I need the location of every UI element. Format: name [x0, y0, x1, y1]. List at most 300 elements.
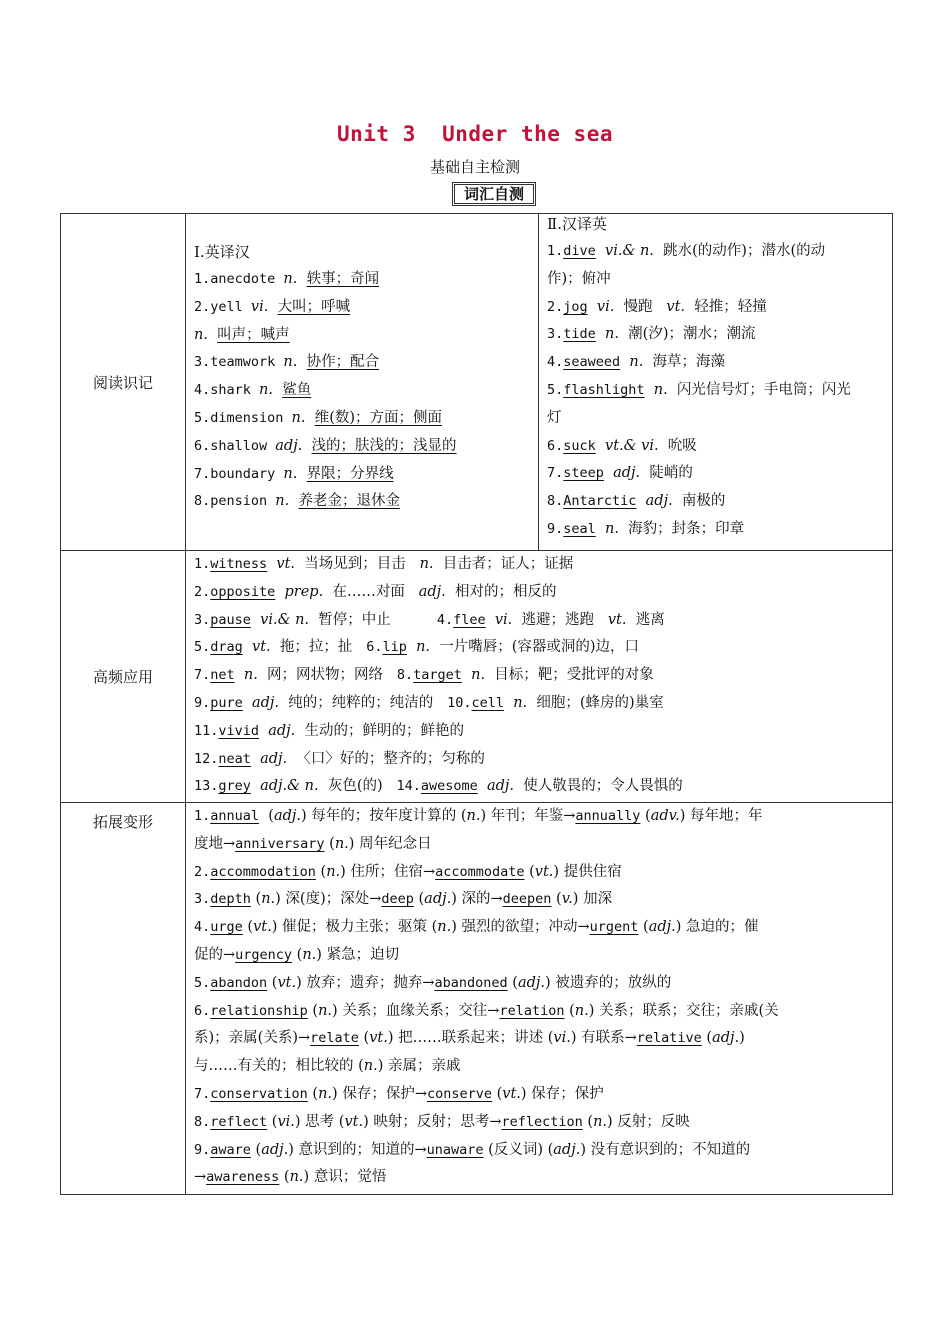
vocab-text: 生动的；鲜明的；鲜艳的: [295, 722, 465, 739]
vocab-text: ) 思考 (: [294, 1113, 345, 1130]
vocab-text: ) 关系；联系；交往；亲戚(关: [588, 1002, 779, 1019]
vocab-text: 灯: [547, 409, 562, 426]
vocab-line: [539, 294, 892, 322]
vocab-text: 相对的；相反的: [445, 583, 557, 600]
part-of-speech: vi.: [277, 1113, 295, 1130]
vocab-text: [275, 584, 284, 600]
answer-word: 养老金；退休金: [298, 493, 400, 510]
vocab-text: [504, 695, 513, 711]
part-of-speech: vt.: [534, 863, 554, 880]
part-of-speech: vt.: [502, 1085, 521, 1102]
vocab-text: 逃避；逃跑: [512, 611, 608, 628]
part-of-speech: vt.: [607, 611, 627, 628]
vocab-text: ) 没有意识到的；不知道的: [580, 1141, 751, 1158]
vocab-text: (: [315, 863, 327, 880]
vocab-text: ) 深(度)；深处→: [275, 891, 382, 908]
vocab-text: ) 强烈的欲望；冲动→: [451, 919, 590, 936]
vocab-line: [186, 803, 892, 831]
vocab-line: [186, 690, 892, 718]
part-of-speech: n.: [261, 891, 276, 908]
part-of-speech: n.: [291, 409, 306, 426]
answer-word: vivid: [218, 722, 260, 739]
vocab-text: [243, 639, 252, 655]
vocab-text: (: [582, 1113, 594, 1130]
vocab-text: [235, 667, 244, 683]
vocab-text: [636, 493, 645, 509]
vocab-text: 度地→: [194, 835, 236, 852]
vocab-text: 5.: [547, 381, 564, 398]
vocab-text: 2.: [547, 298, 564, 315]
vocab-text: 4.: [194, 919, 211, 936]
vocab-text: (: [492, 1085, 503, 1102]
vocab-line: [186, 1137, 892, 1165]
vocab-line: [186, 1025, 892, 1053]
vocab-text: (: [259, 808, 274, 824]
vocab-text: 4.shark: [194, 382, 260, 399]
expand-row: [61, 803, 893, 1195]
vocab-line: [186, 998, 892, 1026]
vocab-line: [186, 859, 892, 887]
answer-word: relationship: [210, 1002, 308, 1019]
vocab-text: (: [358, 1030, 370, 1047]
vocab-text: ) 紧急；迫切: [316, 946, 400, 963]
vocab-text: 1.: [547, 243, 564, 259]
vocab-text: [267, 556, 276, 572]
answer-word: annual: [210, 808, 260, 824]
vocab-text: ) 每年的；按年度计算的 (: [300, 808, 467, 824]
vocab-text: 8.: [396, 667, 414, 684]
vocab-text: 〈口〉好的；整齐的；匀称的: [287, 750, 485, 767]
answer-word: 大叫；呼喊: [277, 298, 351, 315]
vocab-text: [302, 438, 311, 454]
vocab-line: [186, 488, 538, 516]
answer-word: deep: [381, 891, 414, 908]
vocab-text: ) 放弃；遗弃；抛弃→: [296, 974, 435, 991]
vocab-text: 陡峭的: [640, 465, 693, 482]
vocab-text: ) 住所；住宿→: [340, 863, 436, 880]
vocab-text: 11.: [194, 722, 219, 739]
vocab-text: ) 深的→: [451, 891, 503, 908]
vocab-test-heading: 词汇自测: [452, 182, 536, 206]
answer-word: lip: [382, 639, 407, 656]
vocab-text: 潮(汐)；潮水；潮流: [618, 326, 756, 343]
vocab-text: [243, 695, 252, 711]
answer-word: pause: [210, 611, 251, 628]
vocab-text: 逃离: [626, 611, 665, 628]
vocab-text: 暂停；中止: [309, 611, 437, 628]
vocab-text: 南极的: [672, 493, 726, 510]
vocab-text: ) 催促；极力主张；驱策 (: [271, 919, 438, 936]
part-of-speech: n.: [283, 354, 298, 371]
part-of-speech: n.: [302, 946, 317, 963]
answer-word: 叫声；喊声: [217, 326, 290, 343]
vocab-line: [186, 1164, 892, 1192]
part-of-speech: adj.: [645, 493, 673, 510]
vocab-text: [620, 354, 629, 370]
vocab-text: 4.: [547, 354, 564, 371]
vocab-text: (: [250, 891, 262, 908]
vocab-text: [297, 354, 306, 370]
vocab-text: [251, 612, 260, 628]
vocab-line: [186, 1053, 892, 1081]
answer-word: reflection: [501, 1113, 583, 1130]
vocab-text: 3.: [547, 326, 564, 343]
vocab-line: [539, 405, 892, 433]
vocab-text: ) 有联系→: [570, 1030, 637, 1047]
answer-word: deepen: [502, 891, 552, 908]
part-of-speech: adj.: [268, 722, 296, 739]
eng-to-chn-cell: [186, 214, 539, 551]
part-of-speech: adv.: [650, 808, 680, 824]
part-of-speech: adj.: [260, 750, 288, 767]
vocab-line: [539, 488, 892, 516]
answer-word: cell: [471, 694, 504, 711]
answer-word: relative: [636, 1030, 702, 1047]
part-of-speech: n.: [289, 1169, 304, 1186]
vocab-text: 作)；俯冲: [547, 270, 611, 287]
part-of-speech: n.: [471, 667, 486, 684]
vocab-line: [539, 349, 892, 377]
vocab-text: 3.: [194, 611, 211, 628]
vocab-text: ) 年刊；年鉴→: [480, 808, 576, 824]
vocabulary-table: [60, 213, 893, 1195]
vocab-line: [539, 433, 892, 461]
part-of-speech: n.: [653, 381, 668, 398]
part-of-speech: n.: [275, 493, 290, 510]
vocab-text: [478, 778, 487, 794]
vocab-text: (: [524, 863, 535, 880]
frequent-cell: [186, 551, 893, 803]
part-of-speech: n.: [318, 1002, 333, 1019]
part-of-speech: n.: [513, 694, 528, 711]
vocab-text: 14.: [396, 778, 421, 795]
part-of-speech: n.: [419, 556, 434, 572]
part-of-speech: adj.: [275, 437, 303, 454]
answer-word: Antarctic: [563, 493, 637, 510]
part-of-speech: n.: [318, 1085, 333, 1102]
answer-word: anniversary: [235, 835, 325, 852]
part-of-speech: vt.: [344, 1113, 364, 1130]
vocab-text: 当场见到；目击: [295, 556, 420, 572]
part-of-speech: n.: [605, 520, 619, 537]
vocab-text: ) 把……联系起来；讲述 (: [387, 1030, 554, 1047]
vocab-text: 6.: [366, 639, 383, 656]
vocab-text: 9.: [194, 694, 211, 711]
vocab-text: 网；网状物；网络: [257, 667, 397, 684]
part-of-speech: prep.: [284, 583, 324, 600]
eng-to-chn-title: Ⅰ.英译汉: [194, 243, 250, 261]
vocab-text: 吮吸: [658, 437, 697, 454]
vocab-text: [645, 382, 654, 398]
vocab-text: [208, 327, 217, 343]
answer-word: annually: [575, 808, 641, 824]
vocab-text: ) 保存；保护: [520, 1085, 604, 1102]
vocab-text: (: [307, 1002, 319, 1019]
vocab-text: [407, 639, 416, 655]
vocab-text: ) 每年地；年: [679, 808, 763, 824]
vocab-line: [186, 405, 538, 433]
vocab-text: [486, 612, 495, 628]
vocab-text: 3.teamwork: [194, 354, 284, 371]
vocab-line: [186, 1109, 892, 1137]
answer-word: neat: [218, 750, 251, 767]
part-of-speech: adj.: [517, 974, 545, 991]
part-of-speech: adj.: [648, 919, 676, 936]
vocab-text: 2.yell: [194, 298, 251, 315]
vocab-text: ) 急迫的；催: [675, 919, 759, 936]
vocab-text: 7.: [194, 1085, 211, 1102]
answer-word: flee: [453, 611, 486, 628]
vocab-text: 拖；拉；扯: [270, 639, 367, 656]
vocab-text: [259, 723, 268, 739]
vocab-text: 5.dimension: [194, 409, 292, 426]
vocab-text: 8.: [194, 1113, 211, 1130]
vocab-text: ) 保存；保护→: [332, 1085, 427, 1102]
vocab-text: 促的→: [194, 946, 236, 963]
vocab-text: (: [267, 974, 278, 991]
vocab-text: 闪光信号灯；手电筒；闪光: [667, 381, 851, 398]
vocab-line: [186, 746, 892, 774]
vocab-text: (: [551, 891, 562, 908]
vocab-text: 13.: [194, 778, 219, 795]
part-of-speech: vi.: [494, 611, 513, 628]
expand-list: [186, 803, 892, 1192]
answer-word: dive: [563, 243, 596, 259]
answer-word: relation: [499, 1002, 565, 1019]
part-of-speech: adj.& n.: [260, 778, 319, 795]
vocab-text: (: [640, 808, 651, 824]
vocab-text: 10.: [447, 694, 472, 711]
vocab-text: 7.boundary: [194, 465, 284, 482]
vocab-line: [186, 914, 892, 942]
answer-word: conserve: [426, 1085, 492, 1102]
vocab-text: 1.: [194, 808, 211, 824]
vocab-line: [186, 377, 538, 405]
vocab-line: [186, 634, 892, 662]
answer-word: accommodation: [210, 863, 316, 880]
part-of-speech: adj.: [487, 778, 515, 795]
vocab-text: (: [701, 1030, 713, 1047]
answer-word: urge: [210, 919, 243, 936]
vocab-text: ) 亲属；亲戚: [377, 1058, 461, 1075]
part-of-speech: vt.: [666, 298, 686, 315]
vocab-text: 5.: [194, 974, 211, 991]
vocab-text: [251, 751, 260, 767]
vocab-text: 4.: [436, 611, 454, 628]
answer-word: aware: [210, 1141, 251, 1158]
vocab-line: [186, 266, 538, 294]
vocab-text: (: [279, 1169, 290, 1186]
vocab-text: (: [250, 1141, 262, 1158]
part-of-speech: v.: [561, 891, 573, 908]
part-of-speech: vt.: [369, 1030, 388, 1047]
vocab-text: 海豹；封条；印章: [618, 520, 745, 537]
part-of-speech: n.: [259, 382, 273, 399]
part-of-speech: vi.: [250, 298, 269, 315]
reading-row: [61, 214, 893, 551]
answer-word: accommodate: [435, 863, 525, 880]
vocab-text: 细胞；(蜂房的)巢室: [527, 694, 664, 711]
vocab-text: 慢跑: [614, 298, 667, 315]
vocab-text: ) 周年纪念日: [348, 835, 432, 852]
answer-word: pure: [210, 694, 243, 711]
part-of-speech: n.: [629, 354, 644, 371]
answer-word: depth: [210, 891, 251, 908]
vocab-text: (: [324, 835, 335, 852]
vocab-text: [588, 299, 597, 315]
vocab-line: [539, 266, 892, 294]
vocab-text: (反义词) (: [483, 1141, 554, 1158]
answer-word: 浅的；肤浅的；浅显的: [311, 437, 457, 454]
answer-word: target: [413, 667, 462, 684]
part-of-speech: vi.& n.: [605, 243, 654, 259]
part-of-speech: n.: [466, 808, 481, 824]
part-of-speech: vt.: [277, 974, 297, 991]
part-of-speech: adj.: [712, 1030, 740, 1047]
answer-word: drag: [210, 639, 243, 656]
answer-word: seal: [563, 520, 596, 537]
vocab-line: [186, 886, 892, 914]
vocab-text: [596, 438, 605, 454]
unit-title: Unit 3 Under the sea: [336, 122, 613, 146]
part-of-speech: adj.: [613, 465, 641, 482]
vocab-text: ) 映射；反射；思考→: [363, 1113, 502, 1130]
vocab-text: [596, 243, 605, 259]
answer-word: steep: [563, 465, 604, 482]
vocab-line: [539, 516, 892, 544]
answer-word: flashlight: [563, 381, 645, 398]
vocab-line: [186, 579, 892, 607]
vocab-line: [539, 321, 892, 349]
part-of-speech: vt.& vi.: [605, 437, 659, 454]
part-of-speech: vt.: [253, 919, 272, 936]
answer-word: abandon: [210, 974, 268, 991]
part-of-speech: vi.: [553, 1030, 571, 1047]
vocab-text: 2.: [194, 863, 211, 880]
section-subtitle: 基础自主检测: [429, 158, 520, 176]
vocab-text: ) 提供住宿: [553, 863, 622, 880]
vocab-line: [186, 433, 538, 461]
part-of-speech: vt.: [252, 639, 271, 656]
part-of-speech: n.: [326, 863, 341, 880]
row-label-expand: 拓展变形: [61, 803, 186, 1195]
vocab-text: 系)；亲属(关系)→: [194, 1030, 311, 1047]
vocab-text: 纯的；纯粹的；纯洁的: [279, 694, 448, 711]
answer-word: awareness: [206, 1169, 280, 1186]
vocab-line: [186, 831, 892, 859]
vocab-text: [462, 667, 471, 683]
vocab-text: 7.: [547, 465, 564, 482]
vocab-text: 7.: [194, 667, 211, 684]
part-of-speech: n.: [363, 1058, 378, 1075]
vocab-line: [186, 773, 892, 801]
part-of-speech: n.: [437, 919, 452, 936]
vocab-text: 8.pension: [194, 493, 276, 510]
answer-word: 维(数)；方面；侧面: [314, 409, 443, 426]
chn-to-eng-cell: [539, 214, 893, 551]
vocab-text: 9.: [547, 520, 564, 537]
answer-word: tide: [563, 326, 596, 343]
vocab-text: 在……对面: [323, 583, 419, 600]
answer-word: suck: [563, 437, 596, 454]
frequent-row: [61, 551, 893, 803]
vocab-text: ) 意识到的；知道的→: [288, 1141, 427, 1158]
answer-word: relate: [310, 1030, 359, 1047]
vocab-text: ) 反射；反映: [607, 1113, 690, 1130]
answer-word: jog: [563, 298, 588, 315]
vocab-line: [186, 942, 892, 970]
vocab-text: (: [638, 919, 649, 936]
vocab-text: 与……有关的；相比较的 (: [194, 1058, 364, 1075]
vocab-text: 2.: [194, 583, 211, 600]
part-of-speech: vi.& n.: [260, 611, 310, 628]
answer-word: 轶事；奇闻: [306, 271, 380, 287]
answer-word: grey: [218, 778, 251, 795]
vocab-text: [306, 410, 315, 426]
part-of-speech: n.: [283, 465, 298, 482]
vocab-text: 目击者；证人；证据: [433, 556, 574, 572]
answer-word: seaweed: [563, 354, 621, 371]
vocab-text: 灰色(的): [318, 778, 397, 795]
answer-word: net: [210, 667, 235, 684]
vocab-text: (: [242, 919, 254, 936]
part-of-speech: vi.: [596, 298, 615, 315]
vocab-text: 一片嘴唇；(容器或洞的)边，口: [430, 639, 640, 656]
vocab-line: [539, 238, 892, 266]
vocab-text: (: [267, 1113, 278, 1130]
vocab-text: [251, 778, 260, 794]
vocab-line: [186, 551, 892, 579]
part-of-speech: vt.: [276, 556, 296, 572]
vocab-text: 跳水(的动作)；潜水(的动: [653, 243, 826, 259]
part-of-speech: n.: [194, 326, 208, 343]
vocab-text: ): [739, 1030, 745, 1047]
vocab-text: 6.shallow: [194, 437, 276, 454]
vocab-text: (: [564, 1002, 575, 1019]
vocab-text: [297, 271, 306, 287]
vocab-line: [186, 461, 538, 489]
vocab-text: (: [413, 891, 425, 908]
part-of-speech: adj.: [418, 583, 446, 600]
part-of-speech: adj.: [273, 808, 301, 824]
answer-word: conservation: [210, 1085, 308, 1102]
vocab-text: (: [507, 974, 518, 991]
vocab-line: [186, 1081, 892, 1109]
answer-word: reflect: [210, 1113, 268, 1130]
part-of-speech: n.: [283, 271, 298, 287]
vocab-text: 8.: [547, 493, 564, 510]
vocab-text: 轻推；轻撞: [685, 298, 767, 315]
vocab-text: [273, 382, 282, 398]
row-label-frequent: 高频应用: [61, 551, 186, 803]
answer-word: urgency: [235, 946, 293, 963]
vocab-text: [297, 466, 306, 482]
expand-cell: [186, 803, 893, 1195]
vocab-text: ) 关系；血缘关系；交往→: [332, 1002, 500, 1019]
part-of-speech: adj.: [261, 1141, 289, 1158]
vocab-line: [186, 349, 538, 377]
vocab-text: 使人敬畏的；令人畏惧的: [514, 778, 683, 795]
part-of-speech: n.: [605, 326, 619, 343]
vocab-text: 5.: [194, 639, 211, 656]
vocab-text: 1.anecdote: [194, 271, 284, 287]
vocab-text: 目标；靶；受批评的对象: [485, 667, 654, 684]
answer-word: 界限；分界线: [306, 465, 394, 482]
answer-word: urgent: [589, 919, 639, 936]
answer-word: witness: [210, 556, 268, 572]
vocab-text: 9.: [194, 1141, 211, 1158]
part-of-speech: n.: [243, 667, 258, 684]
